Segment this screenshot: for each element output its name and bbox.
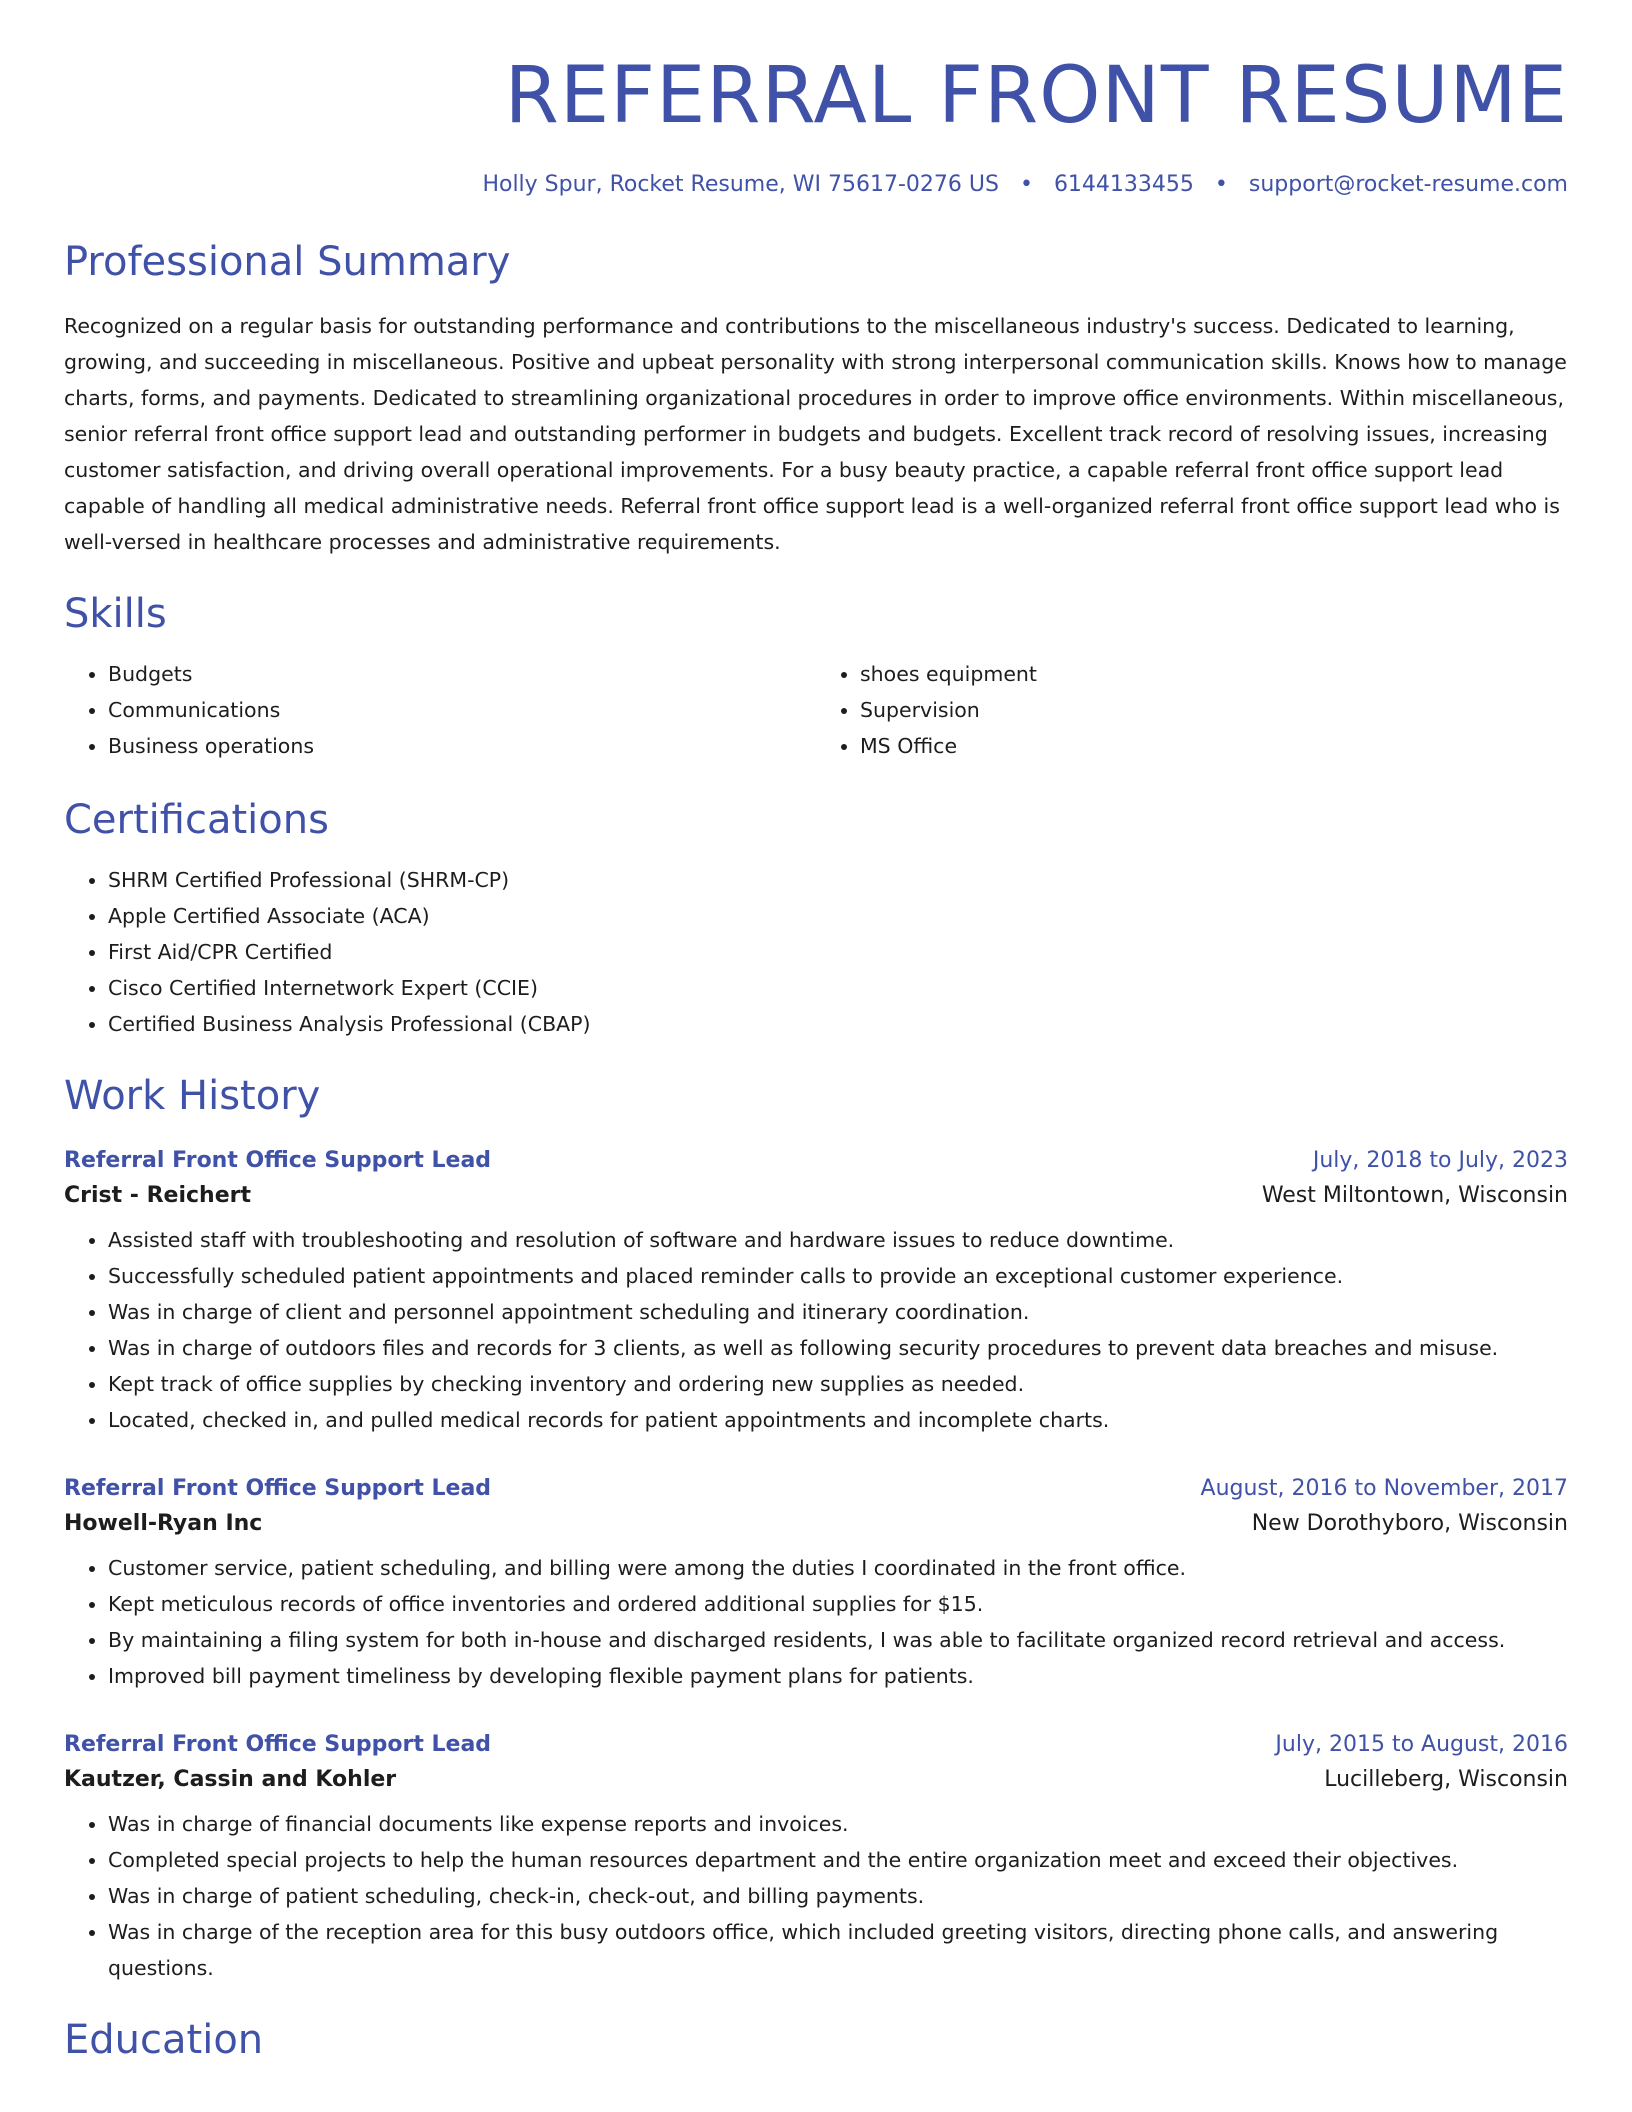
job-bullets (64, 1550, 1568, 1694)
certification-item: • Certified Business Analysis Professional (CBAP) (108, 1006, 1568, 1042)
work-history-heading: Work History (64, 1073, 321, 1120)
summary-section (64, 238, 1568, 560)
skill-item: • Communications (108, 692, 816, 728)
education-section (64, 2016, 1568, 2064)
job-bullets (64, 1806, 1568, 1986)
job-entry (64, 1476, 1568, 1694)
skills-section (64, 590, 1568, 764)
skill-item: • shoes equipment (860, 656, 1568, 692)
resume-header (64, 52, 1568, 198)
job-bullet: • Kept meticulous records of office inventories and ordered additional supplies for $15. (108, 1586, 1568, 1622)
job-bullet: • Was in charge of financial documents like expense reports and invoices. (108, 1806, 1568, 1842)
skill-item: • Budgets (108, 656, 816, 692)
job-title: Referral Front Office Support Lead (64, 1476, 492, 1502)
resume-name: REFERRAL FRONT RESUME (504, 51, 1568, 141)
certifications-list (64, 862, 1568, 1042)
job-title-row (64, 1476, 1568, 1501)
skill-item: • MS Office (860, 728, 1568, 764)
contact-address: Holly Spur, Rocket Resume, WI 75617-0276 US (482, 171, 999, 197)
job-location: West Miltontown, Wisconsin (1261, 1183, 1568, 1209)
contact-phone: 6144133455 (1053, 171, 1194, 197)
skill-item: • Supervision (860, 692, 1568, 728)
job-dates: August, 2016 to November, 2017 (1200, 1476, 1568, 1502)
job-dates: July, 2015 to August, 2016 (1275, 1732, 1568, 1758)
skills-list-left (64, 656, 816, 764)
job-bullet: • Was in charge of the reception area for this busy outdoors office, which included greeting visitors, directing phone calls, and answering questions. (108, 1914, 1568, 1986)
certification-item: • SHRM Certified Professional (SHRM-CP) (108, 862, 1568, 898)
job-bullet: • Was in charge of patient scheduling, check-in, check-out, and billing payments. (108, 1878, 1568, 1914)
certification-item: • Apple Certified Associate (ACA) (108, 898, 1568, 934)
job-bullet: • Completed special projects to help the human resources department and the entire organization meet and exceed their objectives. (108, 1842, 1568, 1878)
job-bullet: • Was in charge of outdoors files and records for 3 clients, as well as following security procedures to prevent data breaches and misuse. (108, 1330, 1568, 1366)
job-bullets (64, 1222, 1568, 1438)
summary-heading: Professional Summary (64, 239, 511, 286)
job-bullet: • Kept track of office supplies by checking inventory and ordering new supplies as needed. (108, 1366, 1568, 1402)
job-bullet: • Successfully scheduled patient appointments and placed reminder calls to provide an exceptional customer experience. (108, 1258, 1568, 1294)
job-bullet: • Customer service, patient scheduling, and billing were among the duties I coordinated in the front office. (108, 1550, 1568, 1586)
summary-text: Recognized on a regular basis for outstanding performance and contributions to the miscellaneous industry's success. Dedicated to learning, growing, and succeeding in miscellaneous. Positive and upbeat personality with strong interpersonal communication skills. Knows how to manage charts, forms, and payments. Dedicated to streamlining organizational procedures in order to improve office environments. Within miscellaneous, senior referral front office support lead and outstanding performer in budgets and budgets. Excellent track record of resolving issues, increasing customer satisfaction, and driving overall operational improvements. For a busy beauty practice, a capable referral front office support lead capable of handling all medical administrative needs. Referral front office support lead is a well-organized referral front office support lead who is well-versed in healthcare processes and administrative requirements. (64, 314, 1567, 555)
job-bullet: • By maintaining a filing system for both in-house and discharged residents, I was able to facilitate organized record retrieval and access. (108, 1622, 1568, 1658)
job-location: Lucilleberg, Wisconsin (1324, 1767, 1568, 1793)
certification-item: • Cisco Certified Internetwork Expert (CCIE) (108, 970, 1568, 1006)
job-company: Kautzer, Cassin and Kohler (64, 1767, 397, 1793)
contact-separator: • (1019, 171, 1033, 197)
job-company-row (64, 1511, 1568, 1536)
contact-email: support@rocket-resume.com (1248, 171, 1568, 197)
contact-line (64, 172, 1568, 198)
job-title-row (64, 1732, 1568, 1757)
job-bullet: • Improved bill payment timeliness by developing flexible payment plans for patients. (108, 1658, 1568, 1694)
skills-grid (64, 656, 1568, 764)
work-history-section (64, 1072, 1568, 1986)
job-title-row (64, 1148, 1568, 1173)
job-bullet: • Assisted staff with troubleshooting and resolution of software and hardware issues to reduce downtime. (108, 1222, 1568, 1258)
job-company: Crist - Reichert (64, 1183, 251, 1209)
certifications-heading: Certifications (64, 797, 329, 844)
contact-separator: • (1214, 171, 1228, 197)
job-entry (64, 1732, 1568, 1986)
job-company-row (64, 1183, 1568, 1208)
job-dates: July, 2018 to July, 2023 (1312, 1148, 1568, 1174)
certifications-section (64, 796, 1568, 1042)
job-bullet: • Located, checked in, and pulled medical records for patient appointments and incomplete charts. (108, 1402, 1568, 1438)
job-entry (64, 1148, 1568, 1438)
skill-item: • Business operations (108, 728, 816, 764)
skills-list-right (816, 656, 1568, 764)
job-company: Howell-Ryan Inc (64, 1511, 263, 1537)
education-heading: Education (64, 2017, 264, 2064)
job-bullet: • Was in charge of client and personnel appointment scheduling and itinerary coordination. (108, 1294, 1568, 1330)
job-location: New Dorothyboro, Wisconsin (1251, 1511, 1568, 1537)
job-title: Referral Front Office Support Lead (64, 1732, 492, 1758)
certification-item: • First Aid/CPR Certified (108, 934, 1568, 970)
skills-heading: Skills (64, 591, 167, 638)
job-company-row (64, 1767, 1568, 1792)
job-title: Referral Front Office Support Lead (64, 1148, 492, 1174)
